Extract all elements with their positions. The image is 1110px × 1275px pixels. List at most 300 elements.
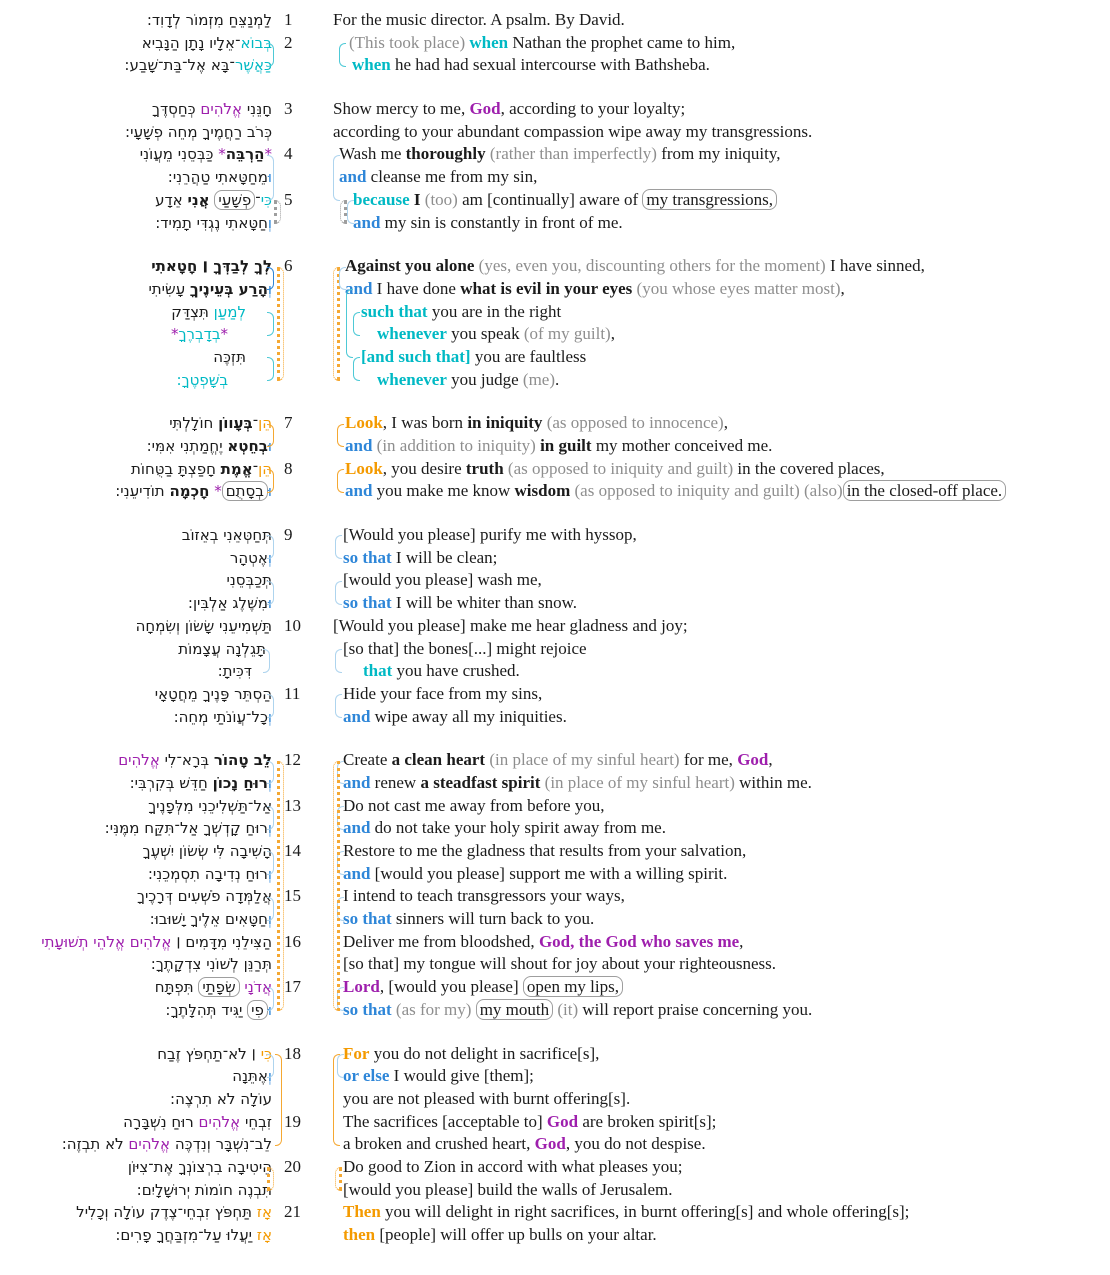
text-segment: , you desire	[382, 458, 466, 478]
hebrew-line	[0, 999, 272, 1022]
verse-number-column	[272, 1111, 333, 1134]
text-segment: וְ	[267, 864, 272, 883]
text-segment: חוֹלָלְתִּי	[169, 414, 219, 433]
verse-number-column	[272, 615, 333, 638]
text-segment: ,	[739, 931, 744, 951]
text-segment: אֲדֹנָי	[244, 978, 272, 997]
text-segment: I would give [them];	[389, 1066, 534, 1086]
verse-number-column	[272, 931, 333, 954]
text-segment: God	[546, 1111, 579, 1131]
text-segment: cleanse me from my sin,	[366, 167, 538, 187]
hebrew-column	[0, 795, 272, 840]
boxed-phrase: my mouth	[476, 999, 553, 1020]
hebrew-column	[0, 412, 272, 457]
text-segment: whenever	[377, 369, 447, 389]
text-segment: אֱלֹהִים אֱלֹהֵי תְשׁוּעָתִי	[41, 932, 172, 951]
text-segment: לֹא תִבְזֶה:	[61, 1135, 129, 1154]
text-segment: sinners will turn back to you.	[391, 909, 595, 929]
hebrew-column	[0, 931, 272, 976]
english-column	[333, 976, 1110, 1021]
text-segment: וְ	[267, 773, 272, 792]
text-segment: in the covered places,	[733, 458, 885, 478]
verse-number-column	[272, 98, 333, 121]
text-segment: a broken and crushed heart,	[343, 1134, 535, 1154]
text-segment: and	[343, 818, 371, 838]
text-segment: renew	[370, 772, 421, 792]
text-segment: and	[343, 772, 371, 792]
text-segment: ־	[252, 414, 259, 433]
text-segment: וְ	[267, 707, 272, 726]
hebrew-line	[0, 54, 272, 77]
text-segment: so that	[343, 593, 392, 613]
text-segment: *	[264, 145, 272, 164]
text-segment: Then	[343, 1202, 381, 1222]
verse-number-column	[272, 795, 333, 818]
text-segment: [would you please] support me with a willing spirit.	[370, 863, 728, 883]
hebrew-column	[0, 9, 272, 32]
text-segment: רוּחַ קָדְשְׁךָ אַל־תִּקַּח מִמֶּנִּי:	[104, 819, 268, 838]
text-segment: [so that] the bones[...] might rejoice	[343, 638, 587, 658]
verse-number-column	[272, 255, 333, 278]
text-segment: הַצִּילֵנִי מִדָּמִים ׀	[171, 932, 272, 951]
english-line	[361, 301, 1110, 324]
text-segment: , you do not despise.	[565, 1134, 706, 1154]
text-segment: you are faultless	[470, 346, 587, 366]
text-segment: דִּכִּיתָ:	[217, 662, 252, 681]
text-segment: אֲנִי	[187, 190, 210, 209]
english-column	[333, 189, 1110, 234]
english-column	[333, 1201, 1110, 1246]
verse-group	[0, 98, 1110, 234]
english-line	[343, 908, 1110, 931]
verse-number: 9	[284, 525, 293, 545]
hebrew-line	[0, 1201, 272, 1224]
hebrew-line	[0, 98, 272, 121]
text-segment: תָּגֵלְנָה עֲצָמוֹת	[178, 639, 266, 658]
hebrew-line	[0, 1133, 272, 1156]
hebrew-line	[0, 32, 272, 55]
english-column	[333, 1156, 1110, 1201]
text-segment: The sacrifices [acceptable to]	[343, 1111, 547, 1131]
english-column	[333, 615, 1110, 683]
text-segment: and	[345, 278, 373, 298]
verse-group	[0, 524, 1110, 728]
text-segment: [Would you please] make me hear gladness and joy;	[333, 615, 688, 635]
english-column	[333, 458, 1110, 503]
text-segment: אֶטְהָר	[229, 548, 268, 567]
hebrew-line	[0, 1043, 272, 1066]
text-segment: אֶתֵּנָה	[232, 1067, 268, 1086]
text-segment: you make me know	[372, 481, 515, 501]
hebrew-line	[0, 953, 272, 976]
text-segment: וְ	[267, 213, 272, 232]
boxed-phrase: פִי	[247, 1000, 268, 1020]
english-line	[345, 255, 1110, 278]
verse-row	[0, 412, 1110, 457]
text-segment: you are not pleased with burnt offering[s].	[343, 1088, 631, 1108]
text-segment: and	[343, 863, 371, 883]
hebrew-line	[0, 1065, 272, 1088]
verse-number-column	[272, 749, 333, 772]
text-segment: from my iniquity,	[656, 144, 781, 164]
text-segment: בְּעָווֹן	[218, 414, 253, 433]
text-segment: according to your abundant compassion wipe away my transgressions.	[333, 121, 813, 141]
text-segment: *	[218, 145, 226, 164]
english-column	[333, 9, 1110, 32]
text-segment: (in place of my sinful heart)	[544, 772, 735, 792]
boxed-phrase: my transgressions,	[642, 189, 777, 210]
verse-number: 1	[284, 10, 293, 29]
verse-number: 14	[284, 841, 301, 860]
text-segment: (too)	[424, 189, 458, 209]
text-segment: אָז	[256, 1226, 272, 1244]
text-segment: for me,	[679, 750, 738, 770]
english-line	[377, 369, 1110, 392]
text-segment: ׀ לֹא־תַחְפֹּץ זֶבַח	[157, 1044, 261, 1063]
verse-row	[0, 32, 1110, 77]
english-line	[345, 435, 1110, 458]
text-segment: הַסְתֵּר פָּנֶיךָ מֵחֲטָאָי	[154, 684, 272, 703]
text-segment: הֵן	[258, 414, 272, 433]
text-segment: לְמַעַן	[213, 302, 246, 321]
text-segment: I will be whiter than snow.	[391, 593, 578, 613]
hebrew-line	[0, 1088, 272, 1111]
boxed-phrase: שְׂפָתַי	[198, 977, 239, 997]
text-segment: אַל־תַּשְׁלִיכֵנִי מִלְּפָנֶיךָ	[148, 796, 272, 815]
text-segment: do not take your holy spirit away from me.	[370, 818, 666, 838]
text-segment: אֱלֹהִים	[200, 100, 243, 119]
verse-number-column	[272, 458, 333, 481]
text-segment: (yes, even you, discounting others for the moment)	[478, 256, 826, 276]
text-segment: וּ	[267, 594, 272, 613]
hebrew-line	[0, 412, 272, 435]
english-line	[345, 458, 1110, 481]
hebrew-line	[0, 749, 272, 772]
hebrew-line	[0, 615, 272, 638]
verse-row	[0, 840, 1110, 885]
text-segment: so that	[343, 999, 392, 1019]
english-line	[363, 660, 1110, 683]
verse-number-column	[272, 1156, 333, 1179]
english-line	[343, 1043, 1110, 1066]
text-segment: God	[534, 1134, 566, 1154]
english-line	[345, 480, 1110, 503]
text-segment: רוּחַ נִשְׁבָּרָה	[123, 1112, 199, 1131]
text-segment: תְּחַטְּאֵנִי בְאֵזוֹב	[181, 526, 272, 545]
text-segment: Hide your face from my sins,	[343, 683, 543, 703]
english-column	[333, 412, 1110, 457]
english-column	[333, 1111, 1110, 1156]
hebrew-line	[0, 931, 272, 954]
text-segment: יַעֲלוּ עַל־מִזְבַּחֲךָ פָרִים:	[115, 1226, 257, 1244]
hebrew-line	[0, 121, 272, 144]
hebrew-column	[0, 683, 272, 728]
hebrew-column	[0, 976, 272, 1021]
text-segment: יַגִּיד תְּהִלָּתֶךָ:	[165, 1000, 248, 1019]
text-segment: (it)	[557, 999, 579, 1019]
hebrew-line	[0, 840, 272, 863]
text-segment: אֱלֹהִים	[128, 1135, 171, 1154]
english-column	[333, 749, 1110, 794]
text-segment: (as opposed to iniquity and guilt)	[507, 458, 734, 478]
hebrew-line	[0, 817, 272, 840]
text-segment: וְ	[267, 910, 272, 929]
english-line	[349, 32, 1110, 55]
verse-row	[0, 98, 1110, 143]
hebrew-line	[0, 189, 272, 212]
english-line	[343, 1224, 1110, 1247]
verse-number: 18	[284, 1043, 301, 1063]
verse-group	[0, 1043, 1110, 1247]
hebrew-column	[0, 143, 272, 188]
english-line	[361, 346, 1110, 369]
hebrew-line	[0, 9, 272, 32]
verse-number: 8	[284, 458, 293, 478]
text-segment: (you whose eyes matter most)	[636, 278, 841, 298]
text-segment: בְשָׁפְטֶךָ:	[176, 370, 228, 389]
text-segment: ,	[610, 324, 615, 344]
text-segment: so that	[343, 909, 392, 929]
text-segment: מֵחַטָּאתִי טַהֲרֵנִי:	[167, 168, 268, 187]
text-segment: Lord	[343, 977, 380, 997]
text-segment: רוּחַ נְדִיבָה תִסְמְכֵנִי:	[147, 864, 268, 883]
hebrew-line	[0, 435, 272, 458]
text-segment: חַדֵּשׁ בְּקִרְבִּי:	[129, 773, 213, 792]
text-segment: ־	[252, 459, 259, 478]
text-segment: (as opposed to innocence)	[546, 413, 724, 433]
text-segment: הָרַע בְּעֵינֶיךָ	[189, 279, 268, 298]
english-line	[352, 54, 1110, 77]
text-segment: and	[343, 706, 371, 726]
hebrew-line	[0, 480, 272, 503]
text-segment: truth	[465, 458, 504, 478]
text-segment: בְחֵטְא	[227, 437, 268, 455]
text-segment: רוּחַ נָכוֹן	[212, 773, 268, 792]
text-segment: in iniquity	[467, 413, 543, 433]
english-line	[377, 323, 1110, 346]
text-segment: God	[469, 99, 501, 119]
text-segment: am [continually] aware of	[457, 189, 643, 209]
text-segment: עָשִׂיתִי	[148, 279, 190, 298]
text-segment: ,	[723, 413, 728, 433]
text-segment: *	[214, 482, 222, 501]
hebrew-column	[0, 189, 272, 234]
hebrew-column	[0, 524, 272, 615]
text-segment: בְּרָא־לִי	[159, 751, 214, 770]
verse-number-column	[272, 840, 333, 863]
text-segment: thoroughly	[405, 144, 486, 164]
text-segment: ,	[768, 750, 773, 770]
english-line	[343, 638, 1110, 661]
hebrew-column	[0, 1156, 272, 1201]
text-segment: my mother conceived me.	[591, 436, 773, 455]
english-line	[345, 412, 1110, 435]
verse-row	[0, 9, 1110, 32]
text-segment: [so that] my tongue will shout for joy about your righteousness.	[343, 954, 776, 974]
text-segment: ,	[840, 278, 845, 298]
text-segment: כַּאֲשֶׁר	[234, 56, 272, 75]
verse-number-column	[272, 1201, 333, 1224]
english-line	[343, 524, 1110, 547]
hebrew-line	[0, 278, 272, 301]
text-segment: וְ	[267, 279, 272, 298]
hebrew-column	[0, 458, 272, 503]
hebrew-line	[0, 772, 272, 795]
text-segment: [Would you please] purify me with hyssop,	[343, 525, 637, 545]
text-segment: , I was born	[382, 413, 468, 433]
verse-number-column	[272, 9, 333, 32]
text-segment: בְדָבְרֶךָ	[178, 325, 221, 344]
text-segment: תַּשְׁמִיעֵנִי שָׂשׂוֹן וְשִׂמְחָה	[135, 616, 272, 635]
verse-row	[0, 255, 1110, 391]
text-segment: לְךָ לְבַדְּךָ ׀ חָטָאתִי	[151, 257, 272, 276]
text-segment: a clean heart	[391, 750, 486, 770]
hebrew-column	[0, 98, 272, 143]
text-segment: in guilt	[540, 436, 592, 455]
verse-group	[0, 412, 1110, 503]
english-line	[339, 143, 1110, 166]
text-segment: wipe away all my iniquities.	[370, 706, 567, 726]
verse-group	[0, 749, 1110, 1021]
hebrew-line	[0, 166, 272, 189]
hebrew-line	[0, 885, 272, 908]
text-segment: מִשֶּׁלֶג אַלְבִּין:	[187, 594, 268, 613]
verse-row	[0, 458, 1110, 503]
text-segment: whenever	[377, 324, 447, 344]
hebrew-line	[0, 524, 272, 547]
english-column	[333, 98, 1110, 143]
english-column	[333, 1043, 1110, 1111]
text-segment: תִּזְכֶּה	[213, 347, 246, 366]
text-segment: and	[339, 167, 367, 187]
text-segment: אָז	[256, 1203, 272, 1222]
hebrew-line	[0, 1111, 272, 1134]
english-column	[333, 931, 1110, 976]
text-segment: הָשִׁיבָה לִּי שְׂשׂוֹן יִשְׁעֶךָ	[142, 842, 272, 860]
boxed-phrase: open my lips,	[523, 976, 623, 997]
text-segment: בְּבוֹא	[240, 33, 272, 52]
english-line	[343, 1201, 1110, 1224]
text-segment: [would you please] build the walls of Jerusalem.	[343, 1179, 673, 1199]
text-segment: so that	[343, 547, 392, 567]
text-segment: תְּרַנֵּן לְשׁוֹנִי צִדְקָתֶךָ:	[150, 955, 272, 974]
verse-number: 12	[284, 750, 301, 770]
text-segment: אֵדָע	[155, 190, 188, 209]
text-segment: a steadfast spirit	[420, 772, 541, 792]
verse-number: 7	[284, 413, 293, 433]
verse-number: 20	[284, 1156, 301, 1176]
hebrew-line	[0, 1224, 272, 1247]
english-line	[343, 592, 1110, 615]
text-segment: I	[413, 189, 421, 209]
hebrew-column	[0, 32, 272, 77]
hebrew-line	[0, 323, 228, 346]
text-segment: God	[737, 750, 769, 770]
english-line	[343, 706, 1110, 729]
text-segment: כִּי	[260, 1044, 272, 1063]
text-segment: כָל־עֲוֹנֹתַי מְחֵה:	[173, 707, 268, 726]
verse-row	[0, 1156, 1110, 1201]
text-segment: וּ	[267, 168, 272, 187]
english-line	[343, 863, 1110, 886]
text-segment: תִּצְדַּק	[171, 302, 214, 321]
hebrew-column	[0, 255, 272, 391]
text-segment: I will be clean;	[391, 547, 498, 567]
text-segment: I have sinned,	[825, 256, 925, 276]
text-segment: וּ	[267, 1000, 272, 1019]
text-segment: (rather than imperfectly)	[489, 144, 657, 164]
text-segment: you judge	[446, 369, 523, 389]
verse-number: 17	[284, 977, 301, 997]
hebrew-line	[0, 569, 272, 592]
text-segment: wisdom	[514, 481, 571, 501]
text-segment: תַּחְפֹּץ זִבְחֵי־צֶדֶק עוֹלָה וְכָלִיל	[76, 1203, 257, 1222]
english-line	[343, 1065, 1110, 1088]
text-segment: will report praise concerning you.	[578, 999, 813, 1019]
verse-number-column	[272, 885, 333, 908]
text-segment: תִּבְנֶה חוֹמוֹת יְרוּשָׁלָיִם:	[136, 1180, 272, 1199]
text-segment: ־	[255, 190, 261, 209]
verse-number: 21	[284, 1202, 301, 1222]
boxed-phrase: in the closed-off place.	[843, 480, 1006, 501]
english-line	[343, 1156, 1110, 1179]
text-segment: (of my guilt)	[523, 324, 611, 344]
hebrew-line	[0, 592, 272, 615]
text-segment: חַטָּאִים אֵלֶיךָ יָשׁוּבוּ:	[149, 910, 268, 929]
verse-row	[0, 749, 1110, 794]
hebrew-line	[0, 638, 266, 661]
text-segment: when	[352, 55, 391, 75]
text-segment: my sin is constantly in front of me.	[380, 212, 623, 232]
verse-row	[0, 931, 1110, 976]
text-segment: יֶחֱמַתְנִי אִמִּי:	[146, 437, 228, 455]
verse-row	[0, 1043, 1110, 1111]
verse-row	[0, 615, 1110, 683]
verse-row	[0, 1111, 1110, 1156]
hebrew-line	[0, 976, 272, 999]
english-line	[343, 953, 1110, 976]
hebrew-line	[0, 706, 272, 729]
text-segment: לַמְנַצֵּחַ מִזְמוֹר לְדָוִד:	[146, 11, 272, 29]
verse-row	[0, 143, 1110, 188]
text-segment: because	[353, 189, 410, 209]
text-segment: ־בָּא אֶל־בַּת־שָׁבַע:	[124, 56, 235, 75]
verse-number: 6	[284, 256, 293, 276]
text-segment: הֵיטִיבָה בִרְצוֹנְךָ אֶת־צִיּוֹן	[127, 1157, 272, 1176]
english-column	[333, 32, 1110, 77]
english-line	[343, 976, 1110, 999]
hebrew-line	[0, 143, 272, 166]
text-segment: For the music director. A psalm. By David.	[333, 10, 625, 29]
english-line	[343, 999, 1110, 1022]
english-column	[333, 143, 1110, 188]
text-segment: וְ	[267, 819, 272, 838]
english-line	[343, 772, 1110, 795]
english-line	[333, 98, 1110, 121]
english-line	[333, 615, 1110, 638]
hebrew-line	[0, 458, 272, 481]
text-segment: (me)	[522, 369, 555, 389]
verse-row	[0, 524, 1110, 615]
text-segment: I have done	[372, 278, 461, 298]
hebrew-line	[0, 683, 272, 706]
verse-number-column	[272, 143, 333, 166]
verse-number: 3	[284, 99, 293, 119]
english-line	[333, 9, 1110, 32]
text-segment: I intend to teach transgressors your ways,	[343, 886, 625, 906]
verse-number: 2	[284, 32, 293, 52]
text-segment: Do not cast me away from before you,	[343, 795, 605, 815]
